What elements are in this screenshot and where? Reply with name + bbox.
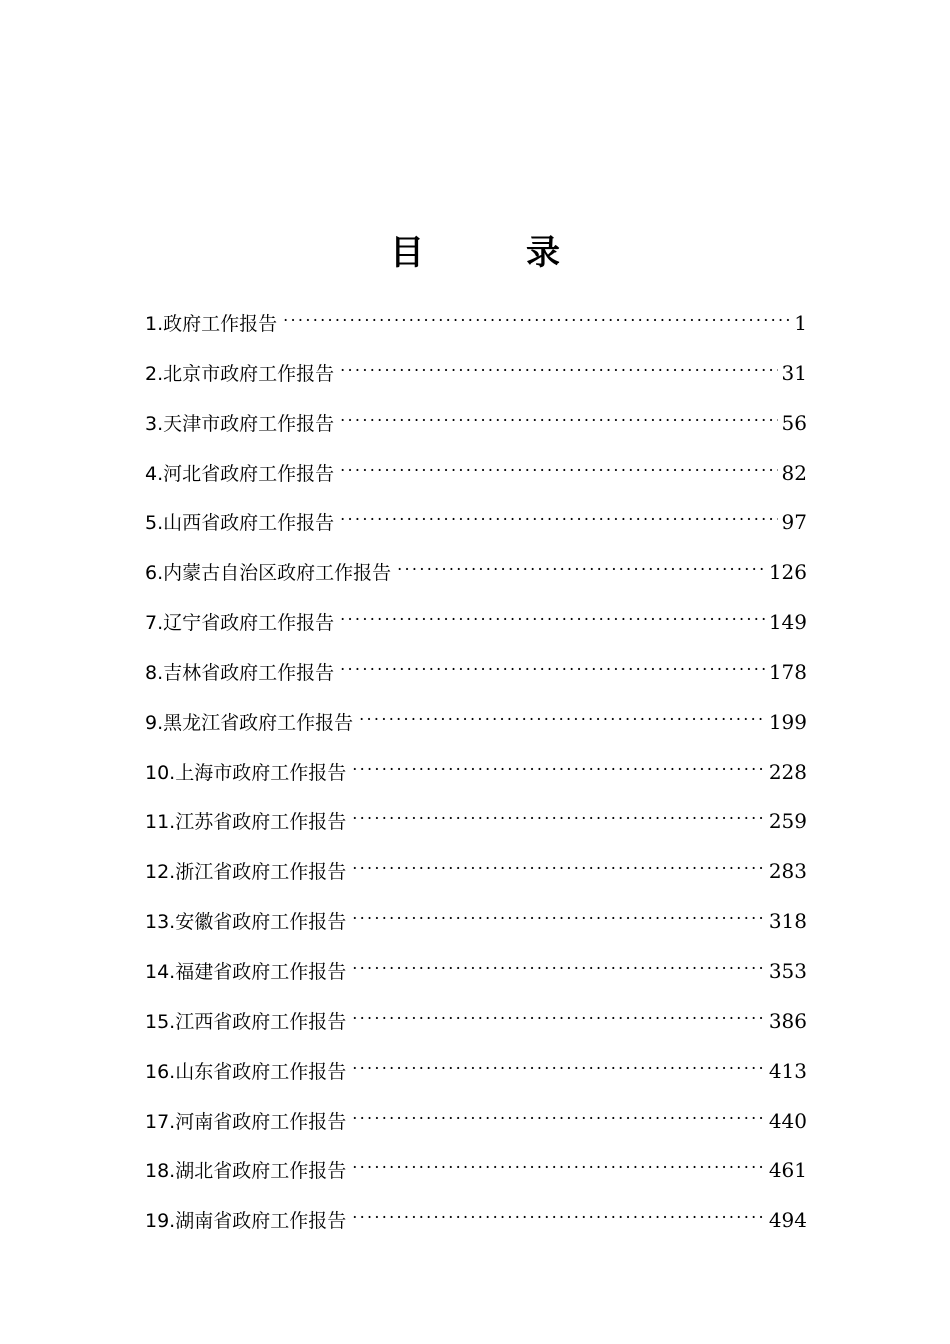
- toc-entry[interactable]: [145, 450, 807, 500]
- toc-entry-page: 494: [768, 1208, 807, 1233]
- toc-entry-page: 149: [768, 610, 807, 635]
- dot-leader: [340, 450, 777, 480]
- toc-entry-page: 126: [768, 560, 807, 585]
- toc-entry[interactable]: [145, 749, 807, 799]
- toc-entry-page: 82: [781, 460, 807, 485]
- toc-entry-number: 15.: [145, 1010, 176, 1033]
- toc-entry-page: 283: [768, 859, 807, 884]
- toc-entry-title: 江苏省政府工作报告: [175, 811, 347, 834]
- toc-entry-number: 14.: [145, 960, 176, 983]
- toc-entry-title: 政府工作报告: [163, 313, 278, 335]
- toc-entry-title: 黑龙江省政府工作报告: [163, 711, 354, 734]
- toc-entry[interactable]: [145, 499, 807, 549]
- toc-entry[interactable]: [145, 300, 807, 350]
- toc-entry-page: 318: [768, 909, 807, 934]
- toc-entry-page: 413: [768, 1058, 807, 1083]
- toc-entry[interactable]: [145, 848, 807, 898]
- toc-entry-page: 97: [781, 510, 807, 535]
- toc-entry-number: 11.: [145, 811, 176, 834]
- page-title: 目 录: [390, 232, 594, 273]
- toc-entry-page: 178: [768, 659, 807, 684]
- dot-leader: [340, 599, 765, 629]
- toc-entry[interactable]: [145, 699, 807, 749]
- toc-entry-title: 浙江省政府工作报告: [175, 861, 347, 884]
- toc-entry[interactable]: [145, 798, 807, 848]
- toc-entry-number: 1.: [145, 313, 164, 335]
- toc-entry-title: 湖北省政府工作报告: [175, 1160, 347, 1183]
- dot-leader: [340, 350, 777, 380]
- dot-leader: [397, 549, 765, 579]
- toc-entry-number: 9.: [145, 711, 164, 734]
- dot-leader: [340, 499, 777, 529]
- toc-entry-number: 4.: [145, 462, 164, 485]
- toc-entry-title: 安徽省政府工作报告: [175, 911, 347, 934]
- toc-entry[interactable]: [145, 1048, 807, 1098]
- toc-entry[interactable]: [145, 1197, 807, 1247]
- toc-entry-number: 19.: [145, 1210, 176, 1233]
- toc-entry[interactable]: [145, 948, 807, 998]
- toc-entry-title: 吉林省政府工作报告: [163, 661, 335, 684]
- toc-entry-title: 河南省政府工作报告: [175, 1110, 347, 1133]
- toc-entry-number: 2.: [145, 362, 164, 385]
- toc-entry[interactable]: [145, 549, 807, 599]
- toc-entry-number: 16.: [145, 1060, 176, 1083]
- toc-entry-title: 湖南省政府工作报告: [175, 1210, 347, 1233]
- toc-entry-number: 10.: [145, 761, 176, 784]
- dot-leader: [352, 848, 765, 878]
- dot-leader: [352, 898, 765, 928]
- toc-entry-number: 13.: [145, 911, 176, 934]
- toc-entry[interactable]: [145, 350, 807, 400]
- toc-entry[interactable]: [145, 400, 807, 450]
- toc-entry[interactable]: [145, 649, 807, 699]
- toc-entry-page: 259: [768, 809, 807, 834]
- toc-entry-page: 56: [781, 410, 807, 435]
- toc-entry-title: 北京市政府工作报告: [163, 362, 335, 385]
- toc-entry-page: 386: [768, 1008, 807, 1033]
- toc-entry-page: 353: [768, 958, 807, 983]
- toc-entry-number: 7.: [145, 612, 164, 635]
- dot-leader: [352, 948, 765, 978]
- toc-entry-title: 辽宁省政府工作报告: [163, 612, 335, 635]
- dot-leader: [352, 998, 765, 1028]
- toc-entry-page: 1: [794, 311, 807, 335]
- toc-entry-title: 上海市政府工作报告: [175, 761, 347, 784]
- toc-entry-number: 5.: [145, 512, 164, 535]
- toc-entry-number: 18.: [145, 1160, 176, 1183]
- toc-entry-number: 8.: [145, 661, 164, 684]
- toc-entry[interactable]: [145, 898, 807, 948]
- dot-leader: [352, 798, 765, 828]
- dot-leader: [340, 649, 765, 679]
- table-of-contents: [145, 300, 807, 1247]
- toc-entry-title: 江西省政府工作报告: [175, 1010, 347, 1033]
- toc-entry-page: 228: [768, 759, 807, 784]
- dot-leader: [352, 1048, 765, 1078]
- toc-entry-page: 31: [781, 360, 807, 385]
- toc-entry-title: 山东省政府工作报告: [175, 1060, 347, 1083]
- toc-entry[interactable]: [145, 1098, 807, 1148]
- toc-entry-page: 461: [768, 1158, 807, 1183]
- toc-entry-page: 199: [768, 709, 807, 734]
- toc-entry-number: 6.: [145, 562, 164, 585]
- toc-entry-number: 17.: [145, 1110, 176, 1133]
- toc-entry-title: 河北省政府工作报告: [163, 462, 335, 485]
- dot-leader: [352, 1098, 765, 1128]
- dot-leader: [340, 400, 777, 430]
- toc-entry[interactable]: [145, 998, 807, 1048]
- dot-leader: [283, 300, 790, 330]
- dot-leader: [352, 1197, 765, 1227]
- dot-leader: [352, 1147, 765, 1177]
- toc-entry-title: 福建省政府工作报告: [175, 960, 347, 983]
- dot-leader: [352, 749, 765, 779]
- toc-entry-title: 内蒙古自治区政府工作报告: [163, 562, 392, 585]
- toc-entry-number: 3.: [145, 412, 164, 435]
- toc-entry[interactable]: [145, 599, 807, 649]
- dot-leader: [359, 699, 765, 729]
- toc-entry-title: 天津市政府工作报告: [163, 412, 335, 435]
- toc-entry-page: 440: [768, 1108, 807, 1133]
- toc-entry-number: 12.: [145, 861, 176, 884]
- toc-entry-title: 山西省政府工作报告: [163, 512, 335, 535]
- toc-entry[interactable]: [145, 1147, 807, 1197]
